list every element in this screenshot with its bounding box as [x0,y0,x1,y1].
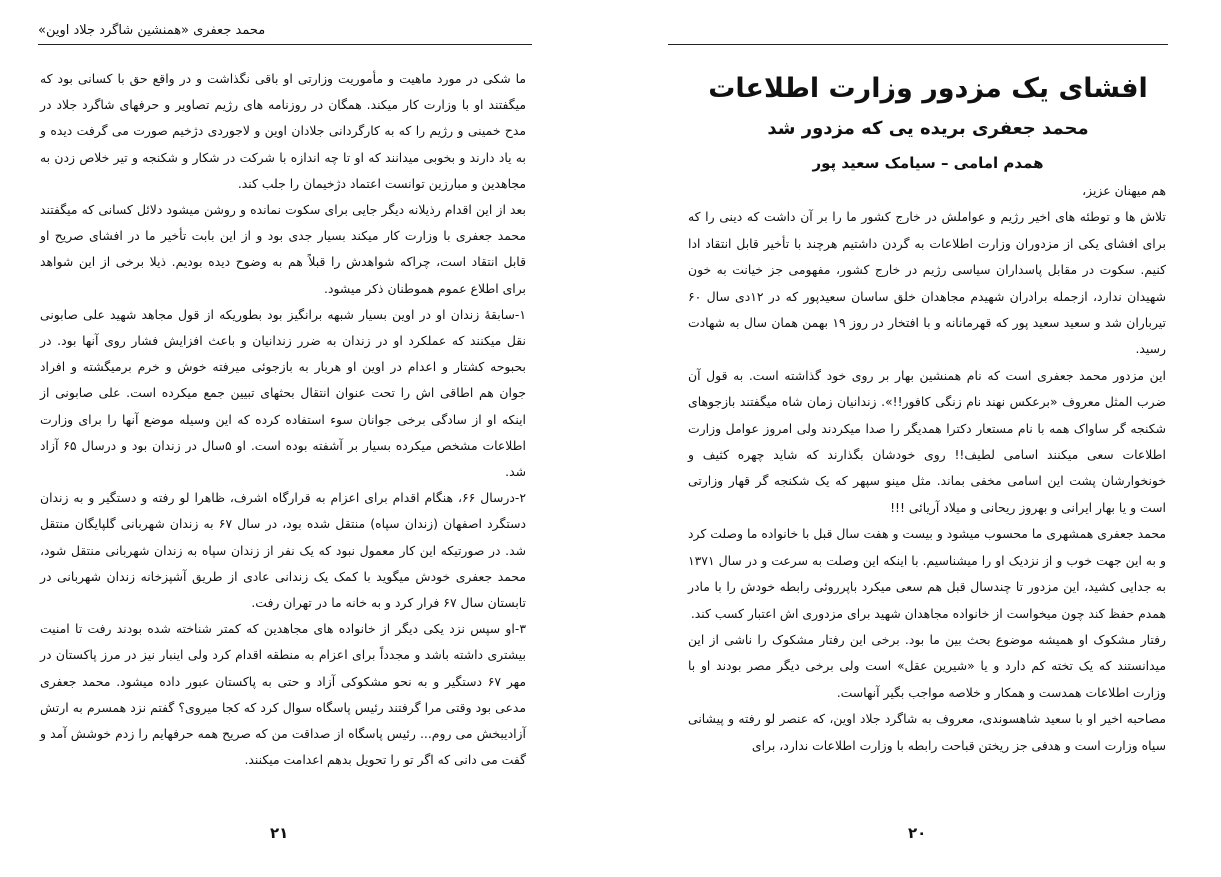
article-title: افشای یک مزدور وزارت اطلاعات [708,73,1148,104]
right-page [660,0,1221,877]
paragraph: تلاش ها و توطئه های اخیر رژیم و عواملش در خارج کشور ما را بر آن داشت که دینی را که برای افشای یکی از مزدوران وزارت اطلاعات به گردن داشتیم هرچند با تأخیر قابل انتقاد ادا کنیم. سکوت در مقابل پاسداران سیاسی رژیم در خارج کشور، مفهومی جز خیانت به خون شهیدان ندارد، ازجمله برادران شهیدم مجاهدان خلق ساسان سعیدپور که در ۱۲دی سال ۶۰ تیرباران شد و سعید سعید پور که قهرمانانه و با افتخار در روز ۱۹ بهمن همان سال به شهادت رسید. [688,209,1166,357]
paragraph: بعد از این اقدام رذیلانه دیگر جایی برای سکوت نمانده و روشن میشود دلائل کسانی که میگفتند محمد جعفری با وزارت کار میکند بسیار جدی بود و از این بابت تأخیر ما در افشای صریح او قابل انتقاد است، چراکه شواهدش را قبلاً هم به وضوح دیده بودیم. ذیلا برخی از این شواهد برای اطلاع عموم هموطنان ذکر میشود. [40,202,526,296]
header-rule [38,44,532,45]
left-page [0,0,560,877]
paragraph: ما شکی در مورد ماهیت و مأموریت وزارتی او باقی نگذاشت و در واقع حق با کسانی بود که میگفتند او با وزارت کار میکند. همگان در روزنامه های رژیم تصاویر و حرفهای شاگرد جلاد در مدح خمینی و رژیم را که به کارگردانی جلادان اوین و لاجوردی دژخیم صورت می گرفت دیده و به یاد دارند و بخوبی میدانند که او تا چه اندازه با شرکت در شکار و شکنجه و تیر خلاص زدن به مجاهدین و مبارزین توانست اعتماد دژخیمان را جلب کند. [40,71,526,191]
paragraph: محمد جعفری همشهری ما محسوب میشود و بیست و هفت سال قبل با خانواده ما وصلت کرد و به این جهت خوب و از نزدیک او را میشناسیم. با اینکه این وصلت به سرعت و در سال ۱۳۷۱ به جدایی کشید، این مزدور تا چندسال قبل هم سعی میکرد باپرروئی رابطه خودش را با مادر همدم حفظ کند چون میخواست از خانواده مجاهدان شهید برای مزدوری اش اعتبار کسب کند. [688,526,1166,621]
left-body-text [40,66,526,773]
paragraph: ۱-سابقهٔ زندان او در اوین بسیار شبهه برانگیز بود بطوریکه از قول مجاهد شهید علی صابونی نقل میکنند که عملکرد او در زندان به ضرر زندانیان و باعث افزایش فشار روی آنها بود. در بحبوحه کشتار و اعدام در اوین او هربار به بازجوئی میرفته خوش و خرم برمیگشته و افراد جوان هم اطاقی اش را تحت عنوان انتقال بحثهای تبیین جمع میکرده است. علی صابونی از اینکه او از سادگی برخی جوانان سوء استفاده کرده که این وسیله موضع آنها را برای وزارت اطلاعات مشخص میکرده بسیار بر آشفته بوده است. او ۵سال در زندان بود و درسال ۶۵ آزاد شد. [40,306,526,480]
article-authors: همدم امامی – سیامک سعید پور [812,154,1044,172]
paragraph: این مزدور محمد جعفری است که نام همنشین بهار بر روی خود گذاشته است. به قول آن ضرب المثل معروف «برعکس نهند نام زنگی کافور!!». زندانیان زمان شاه میگفتند بازجوهای شکنجه گر ساواک همه با نام مستعار دکترا همدیگر را صدا میکردند ولی امروز عوامل وزارت اطلاعات سعی میکنند اسامی لطیف!! روی خودشان بگذارند که شاید چهره کثیف و خونخوارشان پشت این اسامی مخفی بماند. مثل مینو سپهر که یک شکنجه گر قهار وزارتی است و یا بهار ایرانی و بهروز ریحانی و میلاد آریائی !!! [688,367,1166,515]
running-header: محمد جعفری «همنشین شاگرد جلاد اوین» [38,23,266,38]
salutation: هم میهنان عزیز، [1082,183,1166,198]
paragraph: رفتار مشکوک او همیشه موضوع بحث بین ما بود. برخی این رفتار مشکوک را ناشی از این میدانستند که یک تخته کم دارد و یا «شیرین عقل» است ولی برخی دیگر مصر بودند او با وزارت اطلاعات همدست و همکار و خلاصه مواجب بگیر آنهاست. [688,631,1166,700]
page-number: ۲۰ [908,824,927,842]
article-subtitle: محمد جعفری بریده یی که مزدور شد [767,118,1089,139]
paragraph: ۲-درسال ۶۶، هنگام اقدام برای اعزام به قرارگاه اشرف، ظاهرا لو رفته و دستگیر و به زندان دستگرد اصفهان (زندان سپاه) منتقل شده بود، در سال ۶۷ به زندان شهربانی گلپایگان منتقل شد. در صورتیکه این کار معمول نبود که یک نفر از زندان سپاه به زندان شهربانی منتقل شود، محمد جعفری خودش میگوید با کمک یک زندانی عادی از طریق آشپزخانه زندان شهربانی در تابستان سال ۶۷ فرار کرد و به خانه ما در تهران رفت. [40,490,527,611]
page-number: ۲۱ [270,824,289,842]
paragraph: ۳-او سپس نزد یکی دیگر از خانواده های مجاهدین که کمتر شناخته شده بودند رفت تا امنیت بیشتری داشته باشد و مجدداً برای اعزام به منطقه اقدام کرد ولی اینبار نیز در مرز پاکستان در مهر ۶۷ دستگیر و به نحو مشکوکی آزاد و حتی به پاکستان عبور داده میشود. محمد جعفری مدعی بود وقتی مرا گرفتند رئیس پاسگاه سوال کرد که کجا میروی؟ گفتم نزد همسرم به ارتش آزادیبخش می روم... رئیس پاسگاه از صداقت من که صریح همه حرفهایم را زدم خوشش آمد و گفت می دانی که اگر تو را تحویل بدهم اعدامت میکنند. [40,621,527,768]
right-body-text [688,178,1166,759]
paragraph: مصاحبه اخیر او با سعید شاهسوندی، معروف به شاگرد جلاد اوین، که عنصر لو رفته و پیشانی سیاه وزارت است و هدفی جز ریختن قباحت رابطه با وزارت اطلاعات ندارد، برای [688,711,1166,753]
header-rule [668,44,1168,45]
